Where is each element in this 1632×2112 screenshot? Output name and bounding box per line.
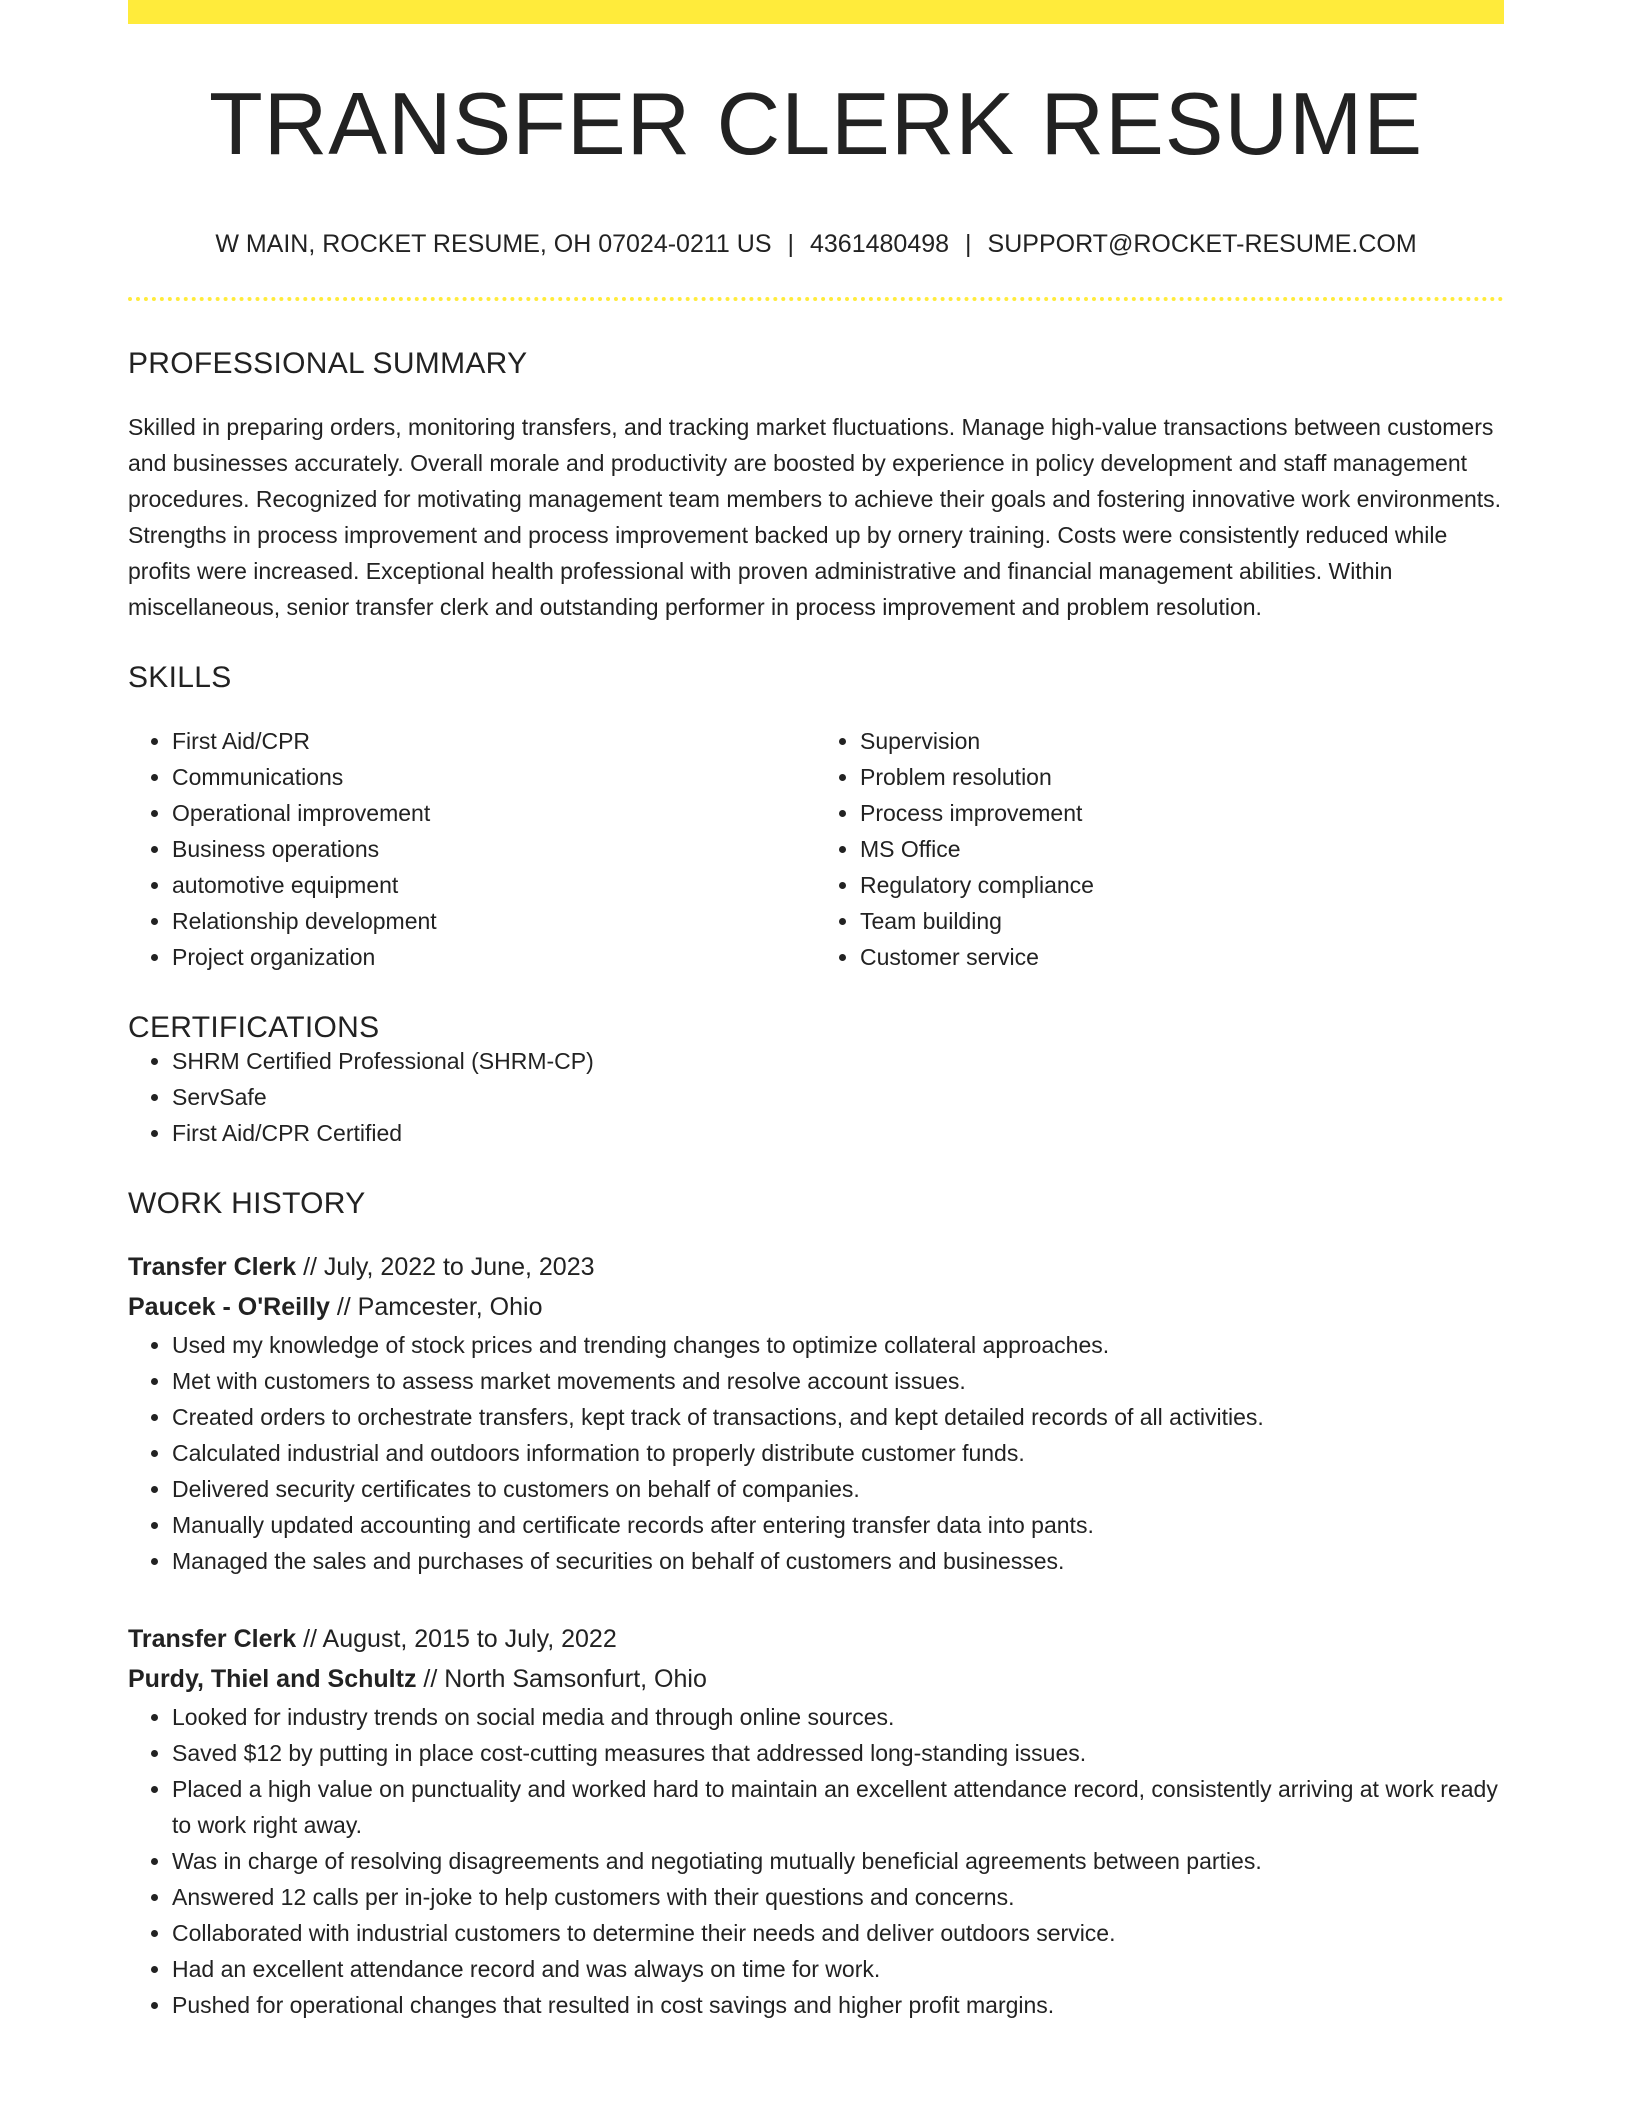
- certifications-list: [128, 1043, 1504, 1151]
- job-company-line: [128, 1659, 1504, 1699]
- list-item: • Met with customers to assess market movements and resolve account issues.: [172, 1363, 1504, 1399]
- list-item: • Supervision: [860, 723, 1504, 759]
- address: W MAIN, ROCKET RESUME, OH 07024-0211 US: [215, 230, 772, 258]
- list-item: • Had an excellent attendance record and was always on time for work.: [172, 1951, 1504, 1987]
- list-item: • Manually updated accounting and certificate records after entering transfer data into pants.: [172, 1507, 1504, 1543]
- separator: |: [965, 230, 972, 258]
- skills-list-left: [128, 723, 816, 975]
- list-item: • Problem resolution: [860, 759, 1504, 795]
- list-item: • Looked for industry trends on social media and through online sources.: [172, 1699, 1504, 1735]
- top-accent-bar: [128, 0, 1504, 24]
- list-item: • Pushed for operational changes that resulted in cost savings and higher profit margins.: [172, 1987, 1504, 2023]
- job-dates: // August, 2015 to July, 2022: [303, 1625, 617, 1653]
- list-item: • automotive equipment: [172, 867, 816, 903]
- list-item: • Was in charge of resolving disagreements and negotiating mutually beneficial agreements between parties.: [172, 1843, 1504, 1879]
- summary-text: Skilled in preparing orders, monitoring transfers, and tracking market fluctuations. Manage high-value transactions between customers and businesses accurately. Overall morale and productivity are boosted by experience in policy development and staff management procedures. Recognized for motivating management team members to achieve their goals and fostering innovative work environments. Strengths in process improvement and process improvement backed up by ornery training. Costs were consistently reduced while profits were increased. Exceptional health professional with proven administrative and financial management abilities. Within miscellaneous, senior transfer clerk and outstanding performer in process improvement and problem resolution.: [128, 414, 1502, 620]
- skills-list-right: [816, 723, 1504, 975]
- contact-line: [128, 232, 1504, 257]
- list-item: • SHRM Certified Professional (SHRM-CP): [172, 1043, 1504, 1079]
- skills-heading: SKILLS: [128, 661, 232, 694]
- separator: |: [787, 230, 794, 258]
- resume-title: TRANSFER CLERK RESUME: [208, 74, 1424, 173]
- job-location: // Pamcester, Ohio: [336, 1293, 543, 1321]
- list-item: • Answered 12 calls per in-joke to help customers with their questions and concerns.: [172, 1879, 1504, 1915]
- job-entry: [128, 1247, 1504, 1579]
- list-item: • ServSafe: [172, 1079, 1504, 1115]
- list-item: • Operational improvement: [172, 795, 816, 831]
- list-item: • Relationship development: [172, 903, 816, 939]
- list-item: • Project organization: [172, 939, 816, 975]
- summary-heading: PROFESSIONAL SUMMARY: [128, 347, 528, 380]
- job-duties-list: [128, 1327, 1504, 1579]
- job-title-line: [128, 1247, 1504, 1287]
- email-link[interactable]: SUPPORT@ROCKET-RESUME.COM: [987, 230, 1417, 258]
- job-entry: [128, 1619, 1504, 2023]
- list-item: • Process improvement: [860, 795, 1504, 831]
- resume-page: [128, 0, 1504, 2023]
- job-role: Transfer Clerk: [128, 1625, 297, 1653]
- list-item: • Communications: [172, 759, 816, 795]
- phone: 4361480498: [810, 230, 950, 258]
- list-item: • Regulatory compliance: [860, 867, 1504, 903]
- job-company: Purdy, Thiel and Schultz: [128, 1665, 417, 1693]
- job-duties-list: [128, 1699, 1504, 2023]
- list-item: • Placed a high value on punctuality and worked hard to maintain an excellent attendance record, consistently arriving at work ready to work right away.: [172, 1771, 1504, 1843]
- list-item: • First Aid/CPR: [172, 723, 816, 759]
- list-item: • Team building: [860, 903, 1504, 939]
- list-item: • Delivered security certificates to customers on behalf of companies.: [172, 1471, 1504, 1507]
- list-item: • Collaborated with industrial customers to determine their needs and deliver outdoors service.: [172, 1915, 1504, 1951]
- skills-columns: [128, 723, 1504, 975]
- job-company: Paucek - O'Reilly: [128, 1293, 330, 1321]
- list-item: • Business operations: [172, 831, 816, 867]
- list-item: • First Aid/CPR Certified: [172, 1115, 1504, 1151]
- work-history-heading: WORK HISTORY: [128, 1187, 366, 1220]
- job-title-line: [128, 1619, 1504, 1659]
- list-item: • Saved $12 by putting in place cost-cutting measures that addressed long-standing issues.: [172, 1735, 1504, 1771]
- dotted-divider: [128, 297, 1504, 301]
- list-item: • Customer service: [860, 939, 1504, 975]
- job-role: Transfer Clerk: [128, 1253, 297, 1281]
- job-dates: // July, 2022 to June, 2023: [303, 1253, 595, 1281]
- list-item: • Calculated industrial and outdoors information to properly distribute customer funds.: [172, 1435, 1504, 1471]
- list-item: • MS Office: [860, 831, 1504, 867]
- list-item: • Managed the sales and purchases of securities on behalf of customers and businesses.: [172, 1543, 1504, 1579]
- job-location: // North Samsonfurt, Ohio: [423, 1665, 707, 1693]
- job-company-line: [128, 1287, 1504, 1327]
- certifications-heading: CERTIFICATIONS: [128, 1011, 380, 1044]
- list-item: • Created orders to orchestrate transfers, kept track of transactions, and kept detailed records of all activities.: [172, 1399, 1504, 1435]
- list-item: • Used my knowledge of stock prices and trending changes to optimize collateral approaches.: [172, 1327, 1504, 1363]
